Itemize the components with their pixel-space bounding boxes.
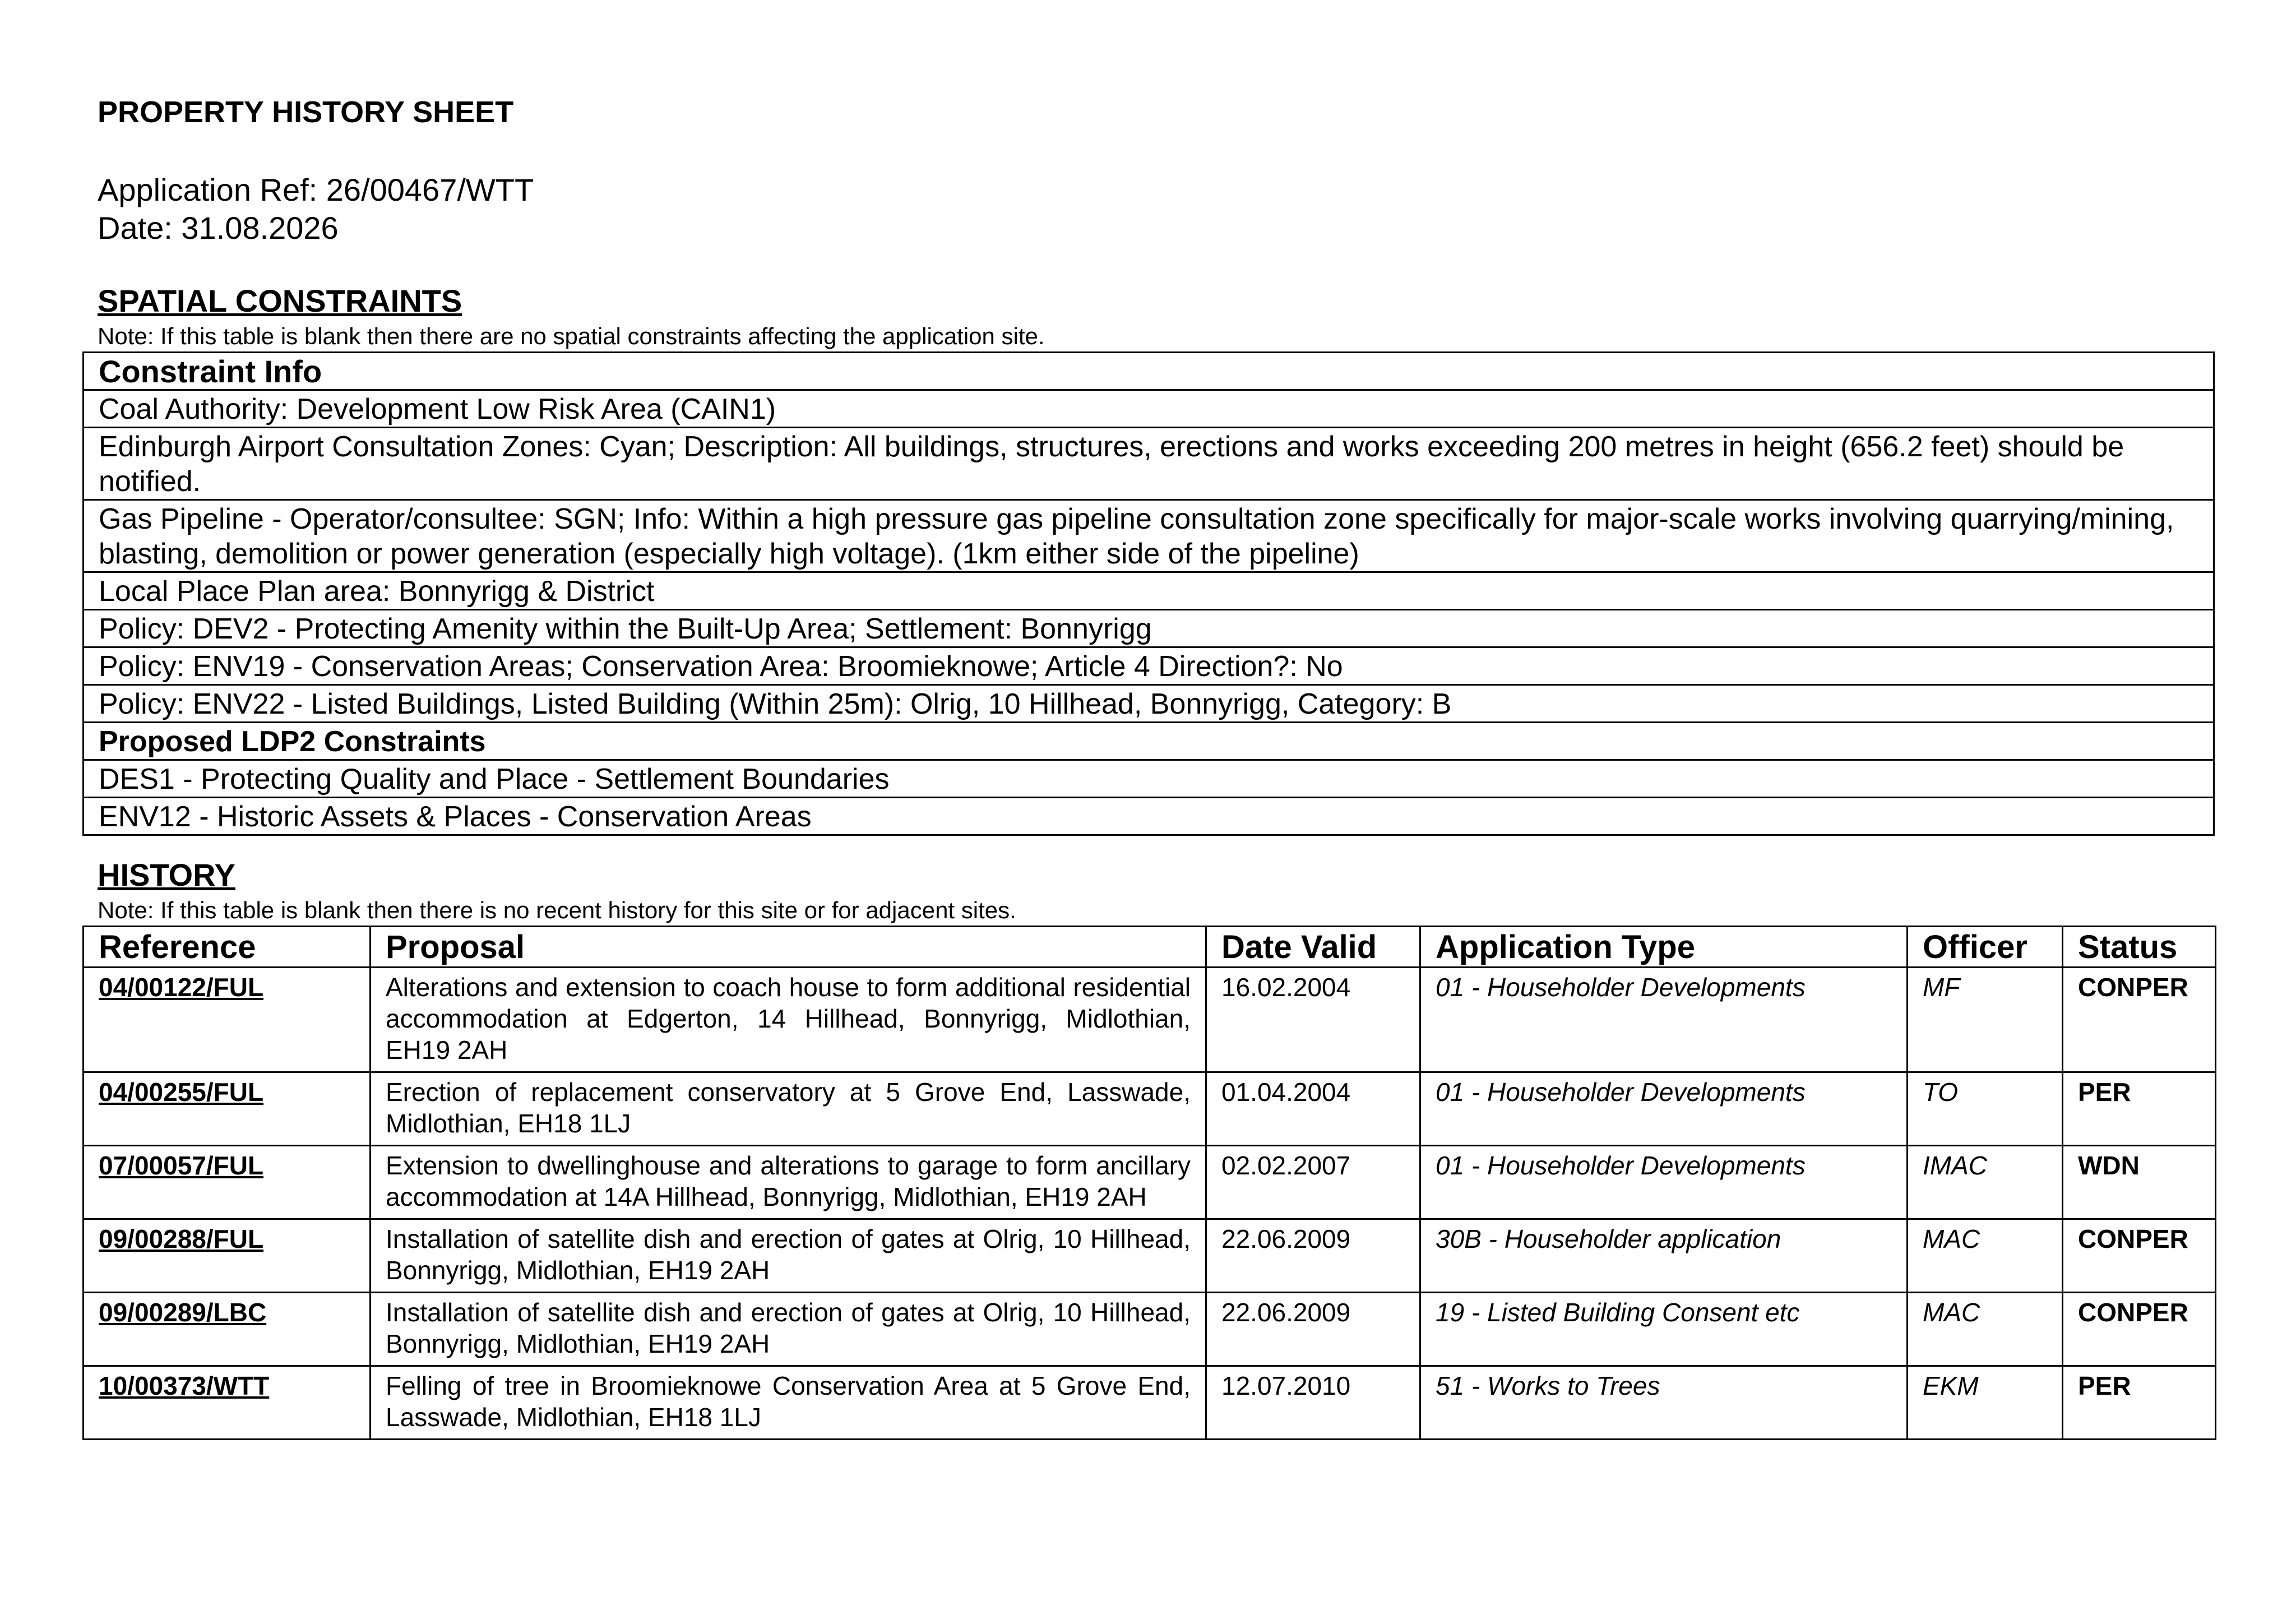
reference-link[interactable]: 04/00255/FUL: [84, 1072, 371, 1146]
officer-cell: TO: [1908, 1072, 2063, 1146]
column-header-status: Status: [2063, 927, 2216, 968]
table-row: [84, 1219, 2216, 1293]
constraint-cell: Local Place Plan area: Bonnyrigg & District: [84, 572, 2214, 610]
spatial-constraints-note: Note: If this table is blank then there are no spatial constraints affecting the application site.: [98, 323, 1045, 349]
constraint-cell: Coal Authority: Development Low Risk Area (CAIN1): [84, 390, 2214, 428]
table-row: [84, 1293, 2216, 1366]
officer-cell: MAC: [1908, 1219, 2063, 1293]
officer-cell: EKM: [1908, 1366, 2063, 1440]
constraint-cell: Gas Pipeline - Operator/consultee: SGN; Info: Within a high pressure gas pipeline consultation zone specifically for major-scale works involving quarrying/mining, blasting, demolition or power generation (especially high voltage). (1km either side of the pipeline): [84, 500, 2214, 572]
date-valid-cell: 02.02.2007: [1206, 1146, 1420, 1219]
history-note: Note: If this table is blank then there is no recent history for this site or for adjacent sites.: [98, 897, 1016, 923]
ldp2-header-cell: Proposed LDP2 Constraints: [84, 723, 2214, 760]
constraint-cell: Edinburgh Airport Consultation Zones: Cyan; Description: All buildings, structures, erections and works exceeding 200 metres in height (656.2 feet) should be notified.: [84, 428, 2214, 500]
constraints-table: [82, 351, 2215, 836]
date-valid-cell: 22.06.2009: [1206, 1219, 1420, 1293]
status-cell: PER: [2063, 1072, 2216, 1146]
application-type-cell: 51 - Works to Trees: [1420, 1366, 1908, 1440]
reference-link[interactable]: 09/00289/LBC: [84, 1293, 371, 1366]
date-valid-cell: 01.04.2004: [1206, 1072, 1420, 1146]
constraint-row: [84, 428, 2214, 500]
constraint-row: [84, 610, 2214, 647]
proposal-cell: Installation of satellite dish and erection of gates at Olrig, 10 Hillhead, Bonnyrigg, Midlothian, EH19 2AH: [371, 1293, 1206, 1366]
constraint-cell: Policy: DEV2 - Protecting Amenity within the Built-Up Area; Settlement: Bonnyrigg: [84, 610, 2214, 647]
officer-cell: IMAC: [1908, 1146, 2063, 1219]
proposal-cell: Installation of satellite dish and erection of gates at Olrig, 10 Hillhead, Bonnyrigg, Midlothian, EH19 2AH: [371, 1219, 1206, 1293]
constraints-header-row: [84, 353, 2214, 390]
proposal-cell: Erection of replacement conservatory at 5 Grove End, Lasswade, Midlothian, EH18 1LJ: [371, 1072, 1206, 1146]
application-type-cell: 01 - Householder Developments: [1420, 968, 1908, 1072]
constraint-row: [84, 572, 2214, 610]
reference-link[interactable]: 04/00122/FUL: [84, 968, 371, 1072]
constraint-row: [84, 500, 2214, 572]
officer-cell: MAC: [1908, 1293, 2063, 1366]
proposal-cell: Extension to dwellinghouse and alterations to garage to form ancillary accommodation at 14A Hillhead, Bonnyrigg, Midlothian, EH19 2AH: [371, 1146, 1206, 1219]
application-type-cell: 01 - Householder Developments: [1420, 1072, 1908, 1146]
reference-link[interactable]: 10/00373/WTT: [84, 1366, 371, 1440]
constraint-cell: Policy: ENV22 - Listed Buildings, Listed Building (Within 25m): Olrig, 10 Hillhead, Bonnyrigg, Category: B: [84, 685, 2214, 723]
table-row: [84, 968, 2216, 1072]
date-valid-cell: 22.06.2009: [1206, 1293, 1420, 1366]
application-ref: Application Ref: 26/00467/WTT: [98, 172, 534, 207]
column-header-date-valid: Date Valid: [1206, 927, 1420, 968]
date-valid-cell: 12.07.2010: [1206, 1366, 1420, 1440]
column-header-application-type: Application Type: [1420, 927, 1908, 968]
history-heading: HISTORY: [98, 857, 235, 892]
application-meta: [98, 171, 534, 247]
table-row: [84, 1146, 2216, 1219]
constraint-row: [84, 647, 2214, 685]
ldp2-constraint-row: [84, 798, 2214, 835]
history-table: [82, 926, 2216, 1440]
constraint-row: [84, 685, 2214, 723]
officer-cell: MF: [1908, 968, 2063, 1072]
constraint-cell: Policy: ENV19 - Conservation Areas; Conservation Area: Broomieknowe; Article 4 Direction?: No: [84, 647, 2214, 685]
table-row: [84, 1072, 2216, 1146]
constraint-row: [84, 390, 2214, 428]
column-header-officer: Officer: [1908, 927, 2063, 968]
table-row: [84, 1366, 2216, 1440]
reference-link[interactable]: 09/00288/FUL: [84, 1219, 371, 1293]
proposal-cell: Alterations and extension to coach house to form additional residential accommodation at Edgerton, 14 Hillhead, Bonnyrigg, Midlothian, EH19 2AH: [371, 968, 1206, 1072]
application-type-cell: 01 - Householder Developments: [1420, 1146, 1908, 1219]
reference-link[interactable]: 07/00057/FUL: [84, 1146, 371, 1219]
status-cell: CONPER: [2063, 1219, 2216, 1293]
constraint-cell: DES1 - Protecting Quality and Place - Settlement Boundaries: [84, 760, 2214, 798]
history-header-row: [84, 927, 2216, 968]
column-header-reference: Reference: [84, 927, 371, 968]
date-valid-cell: 16.02.2004: [1206, 968, 1420, 1072]
status-cell: WDN: [2063, 1146, 2216, 1219]
constraint-cell: ENV12 - Historic Assets & Places - Conservation Areas: [84, 798, 2214, 835]
page-title: PROPERTY HISTORY SHEET: [98, 95, 514, 129]
ldp2-header-row: [84, 723, 2214, 760]
application-type-cell: 19 - Listed Building Consent etc: [1420, 1293, 1908, 1366]
status-cell: CONPER: [2063, 968, 2216, 1072]
application-date: Date: 31.08.2026: [98, 210, 339, 246]
status-cell: PER: [2063, 1366, 2216, 1440]
status-cell: CONPER: [2063, 1293, 2216, 1366]
proposal-cell: Felling of tree in Broomieknowe Conservation Area at 5 Grove End, Lasswade, Midlothian, EH18 1LJ: [371, 1366, 1206, 1440]
ldp2-constraint-row: [84, 760, 2214, 798]
column-header-proposal: Proposal: [371, 927, 1206, 968]
spatial-constraints-heading: SPATIAL CONSTRAINTS: [98, 283, 462, 318]
constraints-header-cell: Constraint Info: [84, 353, 2214, 390]
application-type-cell: 30B - Householder application: [1420, 1219, 1908, 1293]
